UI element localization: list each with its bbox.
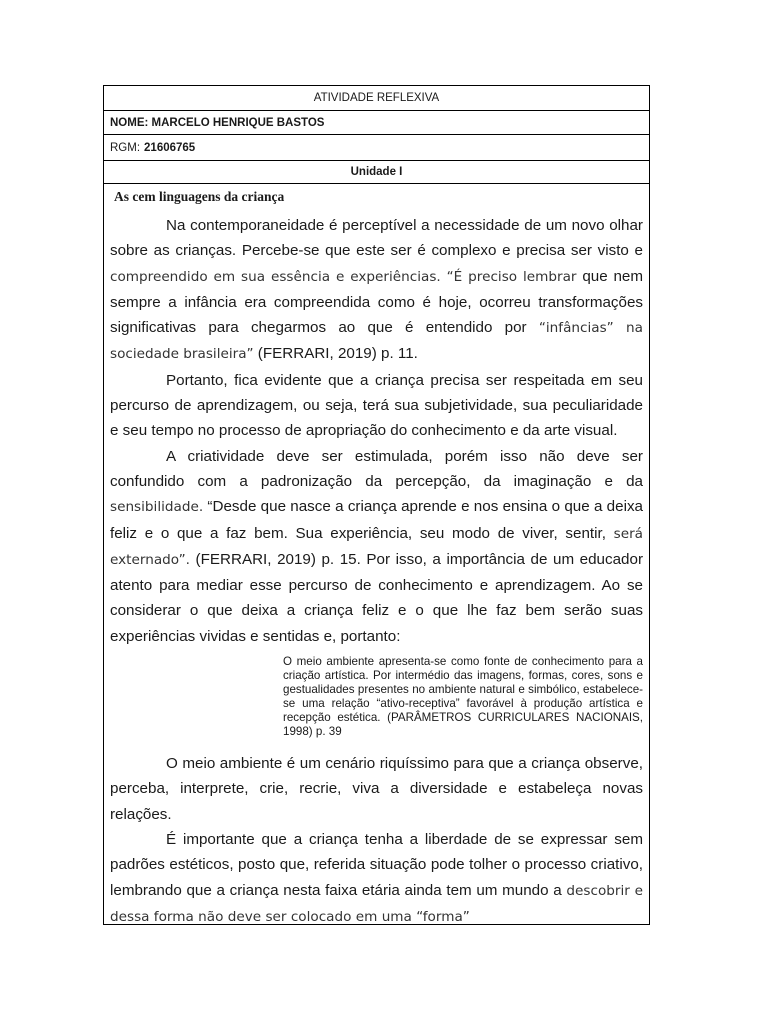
rgm-label: RGM: <box>110 141 141 154</box>
paragraph-5-text-a: É importante que a criança tenha a liberdade de se expressar sem padrões estéticos, posto que, referida situação pode tolher o processo criativo, lembrando que a criança nesta faixa etária ainda tem um mundo a <box>110 830 643 899</box>
document-body <box>104 187 649 930</box>
paragraph-1 <box>110 213 643 368</box>
paragraph-1-text-c: que nem sempre a infância era compreendida como é hoje, ocorreu transformações significativas para chegarmos ao que é entendido por <box>110 267 643 337</box>
student-rgm <box>104 135 649 161</box>
paragraph-3-text-a: A criatividade deve ser estimulada, porém isso não deve ser confundido com a padronização da percepção, da imaginação e da <box>110 447 643 490</box>
paragraph-3-text-c: “Desde que nasce a criança aprende e nos ensina o que a deixa feliz e o que a faz bem. Sua experiência, seu modo de viver, sentir, <box>110 498 643 542</box>
paragraph-5 <box>110 827 643 930</box>
rgm-value: 21606765 <box>144 141 196 154</box>
paragraph-3-text-b: sensibilidade. <box>110 499 204 516</box>
paragraph-1-text-e: (FERRARI, 2019) p. 11. <box>253 345 418 363</box>
section-title: As cem linguagens da criança <box>114 189 285 204</box>
student-name: NOME: MARCELO HENRIQUE BASTOS <box>104 111 649 135</box>
unit-heading: Unidade I <box>104 161 649 184</box>
paragraph-1-text-b: compreendido em sua essência e experiências. “É preciso lembrar <box>110 268 577 285</box>
paragraph-4: O meio ambiente é um cenário riquíssimo para que a criança observe, perceba, interprete, crie, recrie, viva a diversidade e estabeleça novas relações. <box>110 755 643 823</box>
paragraph-3-text-d: será externado”. <box>110 525 643 568</box>
paragraph-1-text-d: “infâncias” na sociedade brasileira” <box>110 320 643 363</box>
paragraph-5-text-b: descobrir e dessa forma não deve ser colocado em uma “forma” <box>110 882 644 925</box>
paragraph-2: Portanto, fica evidente que a criança precisa ser respeitada em seu percurso de aprendizagem, ou seja, terá sua subjetividade, sua peculiaridade e seu tempo no processo de apropriação do conhecimento e da arte visual. <box>110 371 643 440</box>
paragraph-1-text-a: Na contemporaneidade é perceptível a necessidade de um novo olhar sobre as crianças. Percebe-se que este ser é complexo e precisa ser visto e <box>110 217 643 260</box>
activity-document <box>103 85 650 925</box>
paragraph-3 <box>110 444 643 649</box>
document-title: ATIVIDADE REFLEXIVA <box>104 86 649 111</box>
block-quote: O meio ambiente apresenta-se como fonte de conhecimento para a criação artística. Por intermédio das imagens, formas, cores, sons e gestualidades presentes no ambiente natural e simbólico, estabelece-se uma relação “ativo-receptiva” favorável à produção artística e recepção estética. (PARÂMETROS CURRICULARES NACIONAIS, 1998) p. 39 <box>283 655 643 739</box>
paragraph-3-text-e: (FERRARI, 2019) p. 15. Por isso, a importância de um educador atento para mediar esse percurso de conhecimento e aprendizagem. Ao se considerar o que deixa a criança feliz e o que lhe faz bem serão suas experiências vividas e sentidas e, portanto: <box>110 550 643 645</box>
